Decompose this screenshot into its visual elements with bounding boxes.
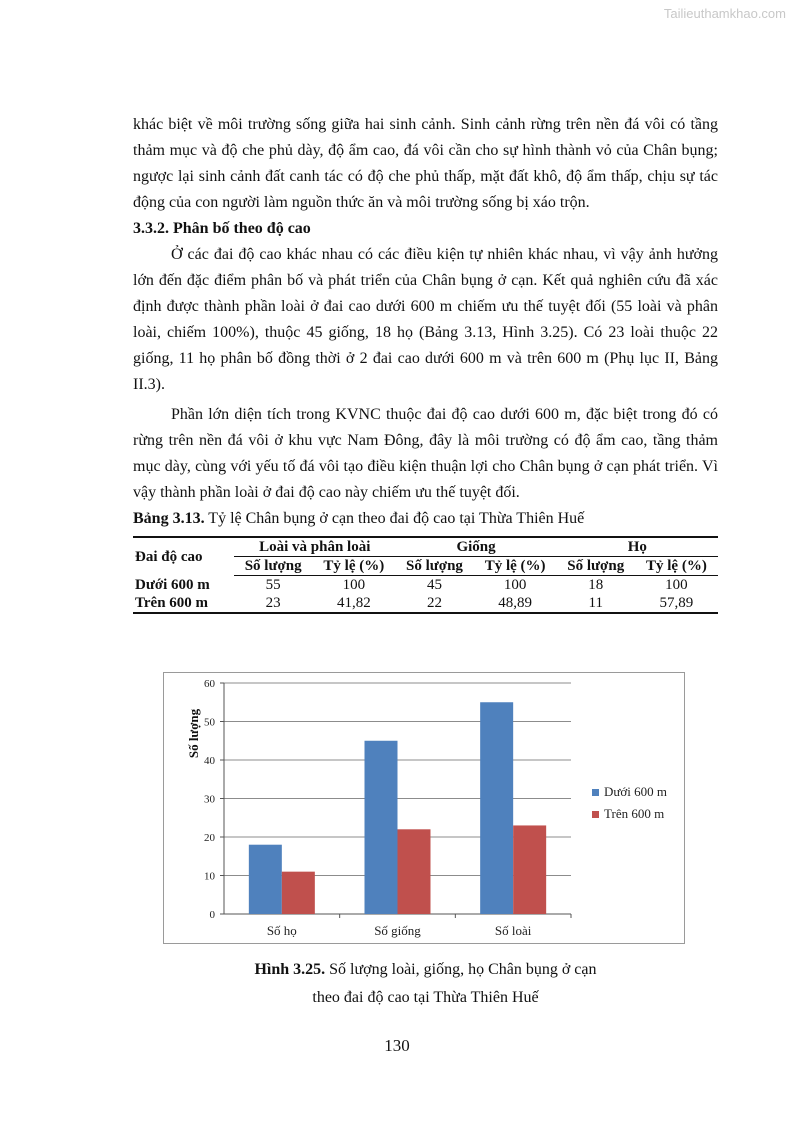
x-tick-label: Số họ <box>266 923 297 938</box>
section-heading: 3.3.2. Phân bố theo độ cao <box>133 220 311 237</box>
y-tick-label: 50 <box>204 716 215 729</box>
table-cell: 45 <box>426 577 442 593</box>
table-cell: 55 <box>265 577 281 593</box>
x-tick-label: Số giống <box>374 923 421 938</box>
table-cell: 57,89 <box>635 594 718 613</box>
y-tick-label: 10 <box>204 870 215 883</box>
legend-swatch <box>592 789 599 796</box>
y-axis-label: Số lượng <box>186 708 201 759</box>
table-group-header: Giống <box>395 537 556 557</box>
page-number: 130 <box>384 1036 410 1055</box>
bar-chart <box>163 672 685 944</box>
table-subheader: Số lượng <box>557 557 635 576</box>
table-cell: 41,82 <box>312 594 395 613</box>
bar-trên-600-m <box>513 825 546 914</box>
bar-dưới-600-m <box>365 741 398 914</box>
paragraph-altitude: Ở các đai độ cao khác nhau có các điều kiện tự nhiên khác nhau, vì vậy ảnh hưởng lớn đến đặc điểm phân bố và phát triển của Chân bụng ở cạn. Kết quả nghiên cứu đã xác định được thành phần loài ở đai cao dưới 600 m chiếm ưu thế tuyệt đối (55 loài và phân loài, chiếm 100%), thuộc 45 giống, 18 họ (Bảng 3.13, Hình 3.25). Có 23 loài thuộc 22 giống, 11 họ phân bố đồng thời ở 2 đai cao dưới 600 m và trên 600 m (Phụ lục II, Bảng II.3). <box>133 246 718 393</box>
page-content <box>133 112 718 614</box>
figure-caption-label: Hình 3.25. <box>254 961 326 978</box>
figure-caption <box>133 956 718 1012</box>
table-cell: 18 <box>588 577 604 593</box>
figure-caption-line1: Số lượng loài, giống, họ Chân bụng ở cạn <box>325 961 597 978</box>
table-cell: 22 <box>395 594 473 613</box>
table-subheader: Số lượng <box>234 557 312 576</box>
bar-trên-600-m <box>282 872 315 914</box>
legend-swatch <box>592 811 599 818</box>
table-cell: 100 <box>665 577 688 593</box>
figure-caption-line2: theo đai độ cao tại Thừa Thiên Huế <box>312 989 539 1006</box>
y-tick-label: 40 <box>204 755 215 767</box>
table-row-label: Trên 600 m <box>133 594 234 613</box>
chart-svg <box>164 673 686 945</box>
y-tick-label: 30 <box>204 793 215 806</box>
table-caption-label: Bảng 3.13. <box>133 510 205 527</box>
legend-label: Dưới 600 m <box>604 784 668 799</box>
table-group-header: Họ <box>557 537 718 557</box>
bar-dưới-600-m <box>249 845 282 914</box>
table-subheader: Số lượng <box>395 557 473 576</box>
table-cell: 48,89 <box>474 594 557 613</box>
x-tick-label: Số loài <box>494 923 532 938</box>
table-row <box>133 594 718 613</box>
legend-label: Trên 600 m <box>604 806 665 821</box>
table-cell: 23 <box>234 594 312 613</box>
y-tick-label: 20 <box>204 832 215 844</box>
paragraph-intro: khác biệt về môi trường sống giữa hai sinh cảnh. Sinh cảnh rừng trên nền đá vôi có tầng thảm mục và độ che phủ dày, độ ẩm cao, đá vôi cần cho sự hình thành vỏ của Chân bụng; ngược lại sinh cảnh đất canh tác có độ che phủ thấp, mặt đất khô, độ ẩm thấp, chịu sự tác động của con người làm nguồn thức ăn và môi trường sống bị xáo trộn. <box>133 116 718 211</box>
table-group-header: Loài và phân loài <box>234 537 395 557</box>
table-subheader: Tỷ lệ (%) <box>635 557 718 576</box>
bar-dưới-600-m <box>480 702 513 914</box>
table-subheader: Tỷ lệ (%) <box>474 557 557 576</box>
table-subheader: Tỷ lệ (%) <box>312 557 395 576</box>
bar-trên-600-m <box>398 829 431 914</box>
table-caption-text: Tỷ lệ Chân bụng ở cạn theo đai độ cao tại Thừa Thiên Huế <box>204 510 585 527</box>
table-row-label: Dưới 600 m <box>135 576 210 593</box>
table-cell: 100 <box>503 577 527 593</box>
table-cell: 100 <box>342 577 366 593</box>
table-caption <box>133 506 718 532</box>
table-row <box>133 576 718 595</box>
table-cell: 11 <box>557 594 635 613</box>
y-tick-label: 0 <box>209 909 215 921</box>
watermark: Tailieuthamkhao.com <box>663 6 786 21</box>
altitude-table <box>133 536 718 614</box>
paragraph-area: Phần lớn diện tích trong KVNC thuộc đai độ cao dưới 600 m, đặc biệt trong đó có rừng trên nền đá vôi ở khu vực Nam Đông, đây là môi trường có độ ẩm cao, tầng thảm mục dày, cùng với yếu tố đá vôi tạo điều kiện thuận lợi cho Chân bụng ở cạn phát triển. Vì vậy thành phần loài ở đai độ cao này chiếm ưu thế tuyệt đối. <box>133 406 718 501</box>
y-tick-label: 60 <box>204 678 215 690</box>
table-row-header: Đai độ cao <box>133 537 234 576</box>
